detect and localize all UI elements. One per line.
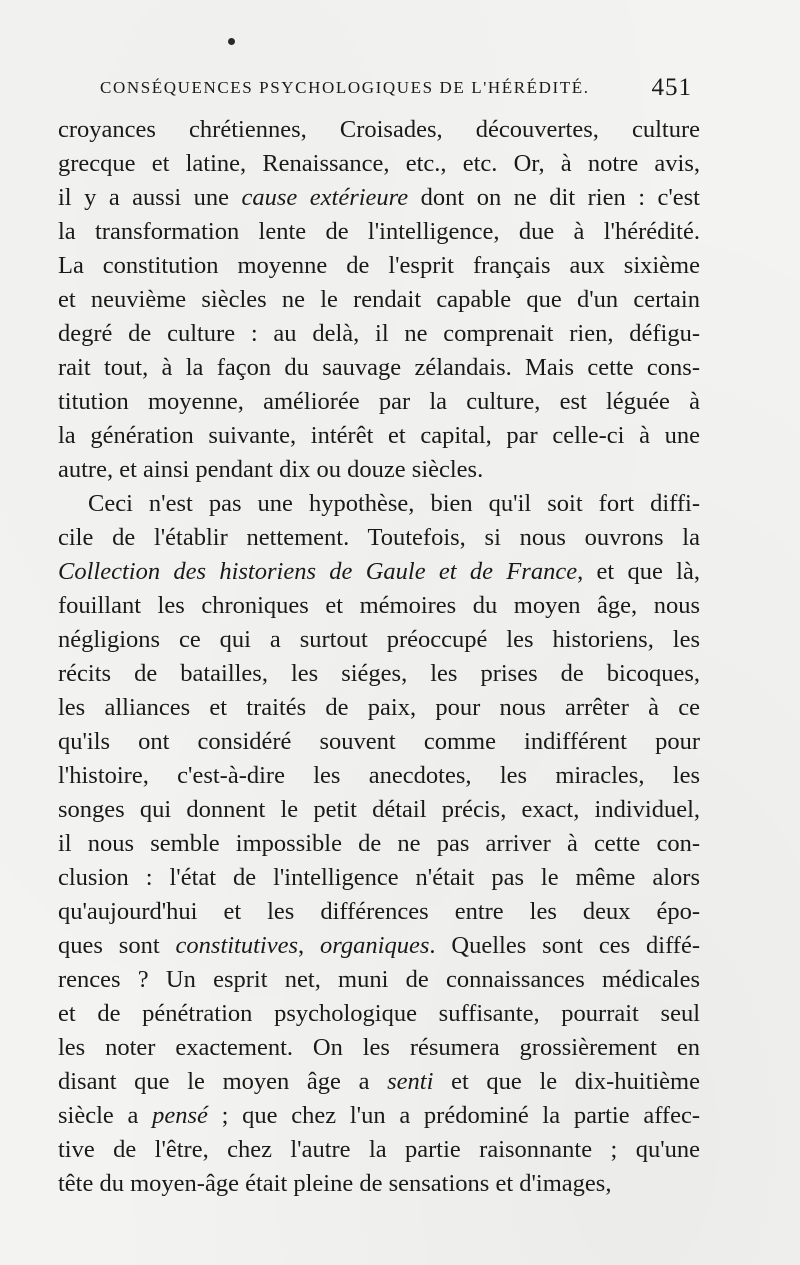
- page-header: [100, 76, 700, 106]
- page-number: 451: [651, 74, 692, 101]
- text-line: la transformation lente de l'intelligence, due à l'hérédité.: [58, 218, 700, 245]
- text-line: il y a aussi une cause extérieure dont on ne dit rien : c'est: [58, 184, 700, 211]
- text-line: tive de l'être, chez l'autre la partie raisonnante ; qu'une: [58, 1136, 700, 1163]
- text-line: et de pénétration psychologique suffisante, pourrait seul: [58, 1000, 700, 1027]
- text-line: degré de culture : au delà, il ne comprenait rien, défigu-: [58, 320, 700, 347]
- text-line: ques sont constitutives, organiques. Quelles sont ces diffé-: [58, 932, 700, 959]
- text-line: l'histoire, c'est-à-dire les anecdotes, les miracles, les: [58, 762, 700, 789]
- text-line: la génération suivante, intérêt et capital, par celle-ci à une: [58, 422, 700, 449]
- text-line: titution moyenne, améliorée par la culture, est léguée à: [58, 388, 700, 415]
- text-line: et neuvième siècles ne le rendait capable que d'un certain: [58, 286, 700, 313]
- text-line: rait tout, à la façon du sauvage zélandais. Mais cette cons-: [58, 354, 700, 381]
- text-line: tête du moyen-âge était pleine de sensations et d'images,: [58, 1170, 612, 1197]
- text-line: croyances chrétiennes, Croisades, découvertes, culture: [58, 116, 700, 143]
- text-line: cile de l'établir nettement. Toutefois, si nous ouvrons la: [58, 524, 700, 551]
- text-line: Ceci n'est pas une hypothèse, bien qu'il soit fort diffi-: [88, 490, 700, 517]
- ink-speck: [228, 38, 235, 45]
- text-line: songes qui donnent le petit détail précis, exact, individuel,: [58, 796, 700, 823]
- text-line: récits de batailles, les siéges, les prises de bicoques,: [58, 660, 700, 687]
- text-line: autre, et ainsi pendant dix ou douze siècles.: [58, 456, 484, 483]
- running-head: CONSÉQUENCES PSYCHOLOGIQUES DE L'HÉRÉDITÉ.: [100, 78, 590, 97]
- text-line: les alliances et traités de paix, pour nous arrêter à ce: [58, 694, 700, 721]
- text-line: disant que le moyen âge a senti et que le dix-huitième: [58, 1068, 700, 1095]
- text-line: qu'ils ont considéré souvent comme indifférent pour: [58, 728, 700, 755]
- text-line: les noter exactement. On les résumera grossièrement en: [58, 1034, 700, 1061]
- text-line: La constitution moyenne de l'esprit français aux sixième: [58, 252, 700, 279]
- text-line: grecque et latine, Renaissance, etc., etc. Or, à notre avis,: [58, 150, 700, 177]
- text-line: Collection des historiens de Gaule et de France, et que là,: [58, 558, 700, 585]
- text-line: clusion : l'état de l'intelligence n'était pas le même alors: [58, 864, 700, 891]
- text-line: il nous semble impossible de ne pas arriver à cette con-: [58, 830, 700, 857]
- text-line: rences ? Un esprit net, muni de connaissances médicales: [58, 966, 700, 993]
- body-text: [58, 113, 700, 1201]
- text-line: qu'aujourd'hui et les différences entre les deux épo-: [58, 898, 700, 925]
- text-line: siècle a pensé ; que chez l'un a prédominé la partie affec-: [58, 1102, 700, 1129]
- text-line: fouillant les chroniques et mémoires du moyen âge, nous: [58, 592, 700, 619]
- text-line: négligions ce qui a surtout préoccupé les historiens, les: [58, 626, 700, 653]
